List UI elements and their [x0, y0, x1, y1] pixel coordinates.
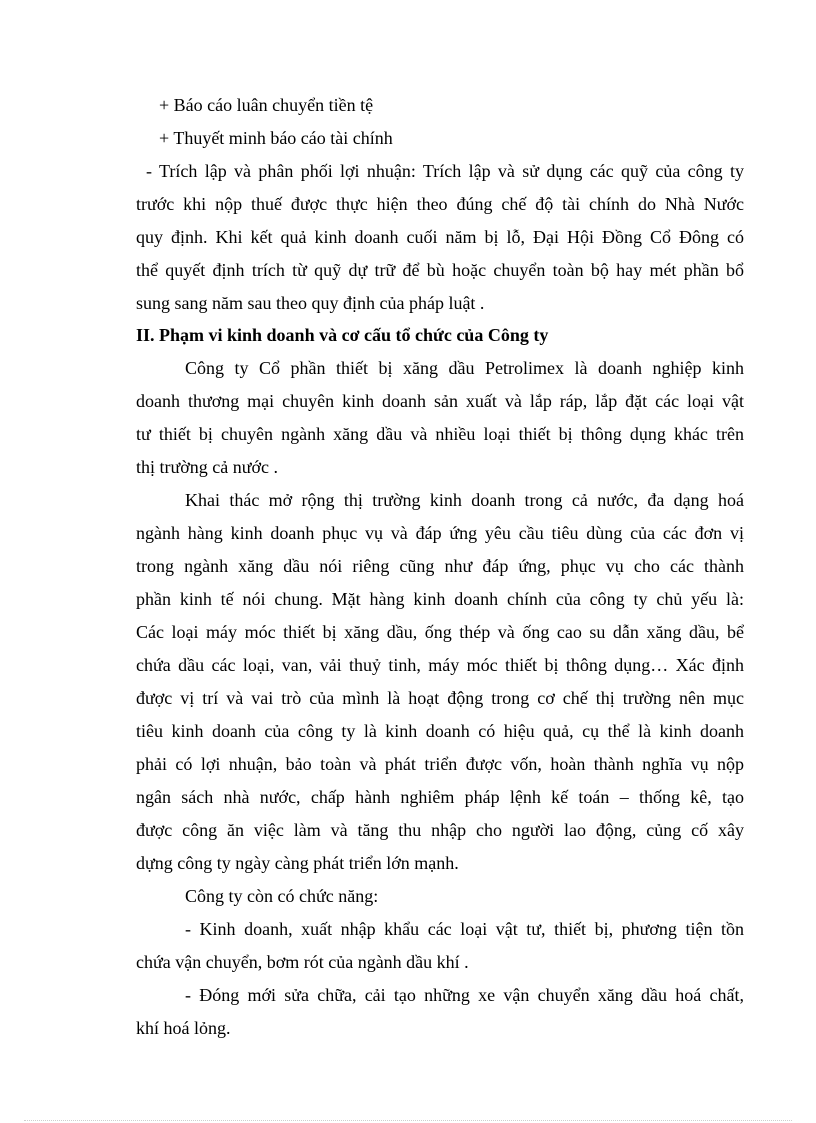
paragraph-market-line-8: tiêu kinh doanh của công ty là kinh doanh có hiệu quả, cụ thể là kinh doanh [136, 721, 744, 741]
paragraph-company-line-1: Công ty Cổ phần thiết bị xăng dầu Petrolimex là doanh nghiệp kinh [185, 358, 744, 378]
paragraph-company-line-2: doanh thương mại chuyên kinh doanh sản xuất và lắp ráp, lắp đặt các loại vật [136, 391, 744, 411]
bullet-cash-flow-report: + Báo cáo luân chuyển tiền tệ [159, 95, 374, 115]
paragraph-company-line-3: tư thiết bị chuyên ngành xăng dầu và nhiều loại thiết bị thông dụng khác trên [136, 424, 744, 444]
paragraph-market-line-3: trong ngành xăng dầu nói riêng cũng như đáp ứng, phục vụ cho các thành [136, 556, 744, 576]
paragraph-profit-line-5: sung sang năm sau theo quy định của pháp luật . [136, 293, 485, 313]
paragraph-profit-line-4: thể quyết định trích từ quỹ dự trữ để bù hoặc chuyển toàn bộ hay mét phần bổ [136, 260, 744, 280]
functions-intro: Công ty còn có chức năng: [185, 886, 379, 906]
paragraph-market-line-5: Các loại máy móc thiết bị xăng dầu, ống thép và ống cao su dẫn xăng dầu, bể [136, 622, 744, 642]
section-heading: II. Phạm vi kinh doanh và cơ cấu tổ chức của Công ty [136, 325, 549, 345]
paragraph-market-line-4: phần kinh tế nói chung. Mặt hàng kinh doanh chính của công ty chủ yếu là: [136, 589, 744, 609]
paragraph-market-line-12: dựng công ty ngày càng phát triển lớn mạnh. [136, 853, 459, 873]
paragraph-market-line-10: ngân sách nhà nước, chấp hành nghiêm pháp lệnh kế toán – thống kê, tạo [136, 787, 744, 807]
paragraph-market-line-2: ngành hàng kinh doanh phục vụ và đáp ứng yêu cầu tiêu dùng của các đơn vị [136, 523, 744, 543]
paragraph-market-line-6: chứa dầu các loại, van, vải thuỷ tinh, máy móc thiết bị thông dụng… Xác định [136, 655, 744, 675]
paragraph-profit-line-3: quy định. Khi kết quả kinh doanh cuối năm bị lỗ, Đại Hội Đồng Cổ Đông có [136, 227, 744, 247]
footer-divider [24, 1120, 792, 1121]
function-item-1-line-1: - Kinh doanh, xuất nhập khẩu các loại vật tư, thiết bị, phương tiện tồn [185, 919, 744, 939]
paragraph-market-line-1: Khai thác mở rộng thị trường kinh doanh trong cả nước, đa dạng hoá [185, 490, 744, 510]
function-item-2-line-1: - Đóng mới sửa chữa, cải tạo những xe vận chuyển xăng dầu hoá chất, [185, 985, 744, 1005]
paragraph-profit-line-1: - Trích lập và phân phối lợi nhuận: Trích lập và sử dụng các quỹ của công ty [146, 161, 744, 181]
paragraph-market-line-9: phải có lợi nhuận, bảo toàn và phát triển được vốn, hoàn thành nghĩa vụ nộp [136, 754, 744, 774]
paragraph-profit-line-2: trước khi nộp thuế được thực hiện theo đúng chế độ tài chính do Nhà Nước [136, 194, 744, 214]
bullet-financial-notes: + Thuyết minh báo cáo tài chính [159, 128, 393, 148]
paragraph-market-line-7: được vị trí và vai trò của mình là hoạt động trong cơ chế thị trường nên mục [136, 688, 744, 708]
function-item-2-line-2: khí hoá lỏng. [136, 1018, 231, 1038]
paragraph-company-line-4: thị trường cả nước . [136, 457, 279, 477]
function-item-1-line-2: chứa vận chuyển, bơm rót của ngành dầu khí . [136, 952, 469, 972]
paragraph-market-line-11: được công ăn việc làm và tăng thu nhập cho người lao động, củng cố xây [136, 820, 744, 840]
